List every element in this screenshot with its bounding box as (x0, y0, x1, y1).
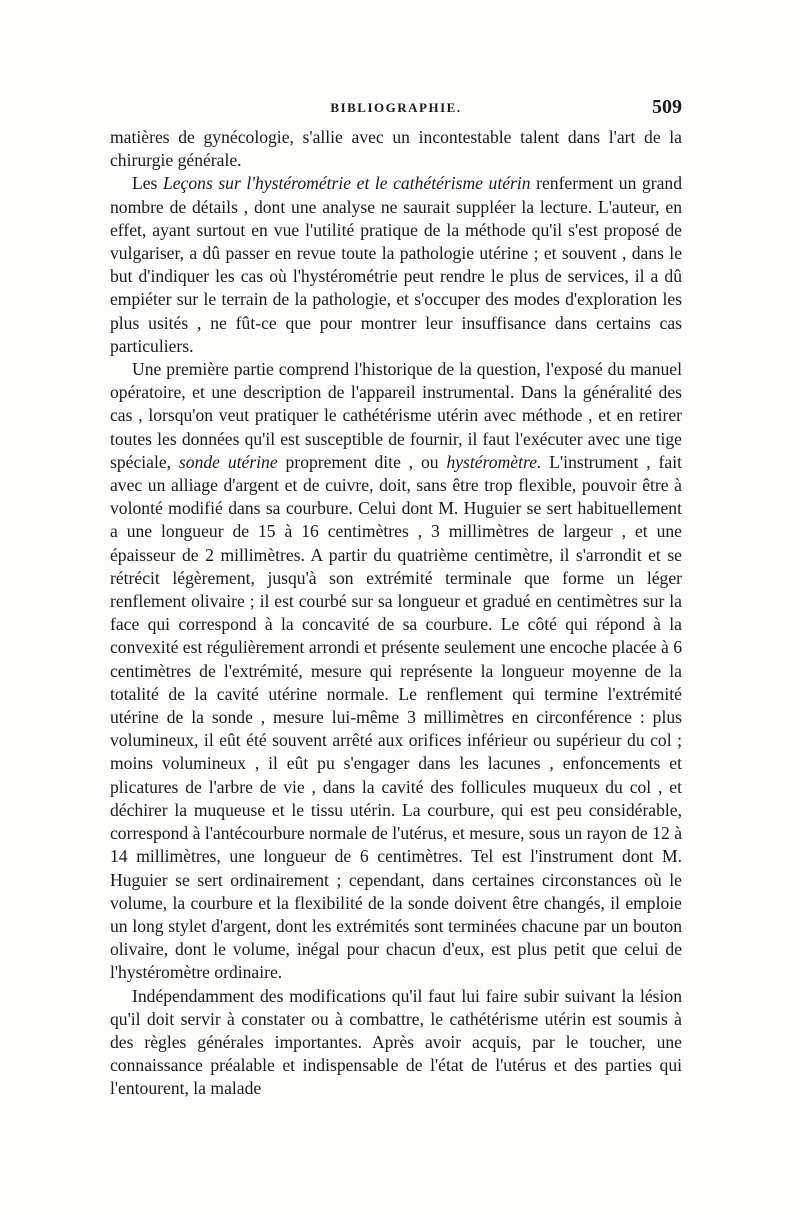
paragraph-instrument-part1: Une première partie comprend l'historique de la question, l'exposé du manuel opératoire, et une description de l'appareil instrumental. Dans la généralité des cas , lorsqu'on veut pratiquer le cathétérisme utérin avec méthode , et en retirer toutes les données qu'il est susceptible de fournir, il faut l'exécuter avec une tige spéciale, (110, 359, 682, 472)
paragraph-instrument (110, 358, 682, 984)
paragraph-lecons-body: renferment un grand nombre de détails , dont une analyse ne saurait suppléer la lecture. L'auteur, en effet, ayant surtout en vue l'utilité pratique de la méthode qu'il s'est proposé de vulgariser, a dû passer en revue toute la pathologie utérine ; et souvent , dans le but d'indiquer les cas où l'hystérométrie peut rendre le plus de services, il a dû empiéter sur le terrain de la pathologie, et s'occuper des modes d'exploration les plus usités , ne fût-ce que pour montrer leur insuffisance dans certains cas particuliers. (110, 173, 682, 356)
running-head: BIBLIOGRAPHIE. (330, 100, 462, 115)
paragraph-lecons-intro: Les (132, 173, 163, 194)
paragraph-lecons (110, 172, 682, 358)
paragraph-instrument-part3: L'instrument , fait avec un alliage d'argent et de cuivre, doit, sans être trop flexible, pouvoir être à volonté modifié dans sa courbure. Celui dont M. Huguier se sert habituellement a une longueur de 15 à 16 centimètres , 3 millimètres de largeur , et une épaisseur de 2 millimètres. A partir du quatrième centimètre, il s'arrondit et se rétrécit légèrement, jusqu'à son extrémité terminale que forme un léger renflement olivaire ; il est courbé sur sa longueur et gradué en centimètres sur la face qui correspond à la concavité de sa courbure. Le côté qui répond à la convexité est régulièrement arrondi et présente seulement une encoche placée à 6 centimètres de l'extrémité, mesure qui représente la longueur moyenne de la totalité de la cavité utérine normale. Le renflement qui termine l'extrémité utérine de la sonde , mesure lui-même 3 millimètres en circonférence : plus volumineux, il eût été souvent arrêté aux orifices inférieur ou supérieur du col ; moins volumineux , il eût pu s'engager dans les lacunes , enfoncements et plicatures de l'arbre de vie , dans la cavité des follicules muqueux du col , et déchirer la muqueuse et le tissu utérin. La courbure, qui est peu considérable, correspond à l'antécourbure normale de l'utérus, et mesure, sous un rayon de 12 à 14 millimètres, une longueur de 6 centimètres. Tel est l'instrument dont M. Huguier se sert ordinairement ; cependant, dans certaines circonstances où le volume, la courbure et la flexibilité de la sonde doivent être changés, il emploie un long stylet d'argent, dont les extrémités sont terminées chacune par un bouton olivaire, dont le volume, inégal pour chacun d'eux, est plus petit que celui de l'hystéromètre ordinaire. (110, 451, 683, 983)
paragraph-continuation: matières de gynécologie, s'allie avec un incontestable talent dans l'art de la chirurgie générale. (110, 127, 682, 171)
term-hysterometre: hystéromètre. (446, 451, 542, 472)
term-sonde-uterine: sonde utérine (178, 451, 278, 472)
paragraph-independamment: Indépendamment des modifications qu'il faut lui faire subir suivant la lésion qu'il doit servir à constater ou à combattre, le cathétérisme utérin est soumis à des règles générales importantes. Après avoir acquis, par le toucher, une connaissance préalable et indispensable de l'état de l'utérus et des parties qui l'entourent, la malade (110, 985, 682, 1099)
page-header (110, 96, 682, 122)
body-text (110, 126, 682, 1101)
page-number: 509 (652, 96, 682, 118)
paragraph-instrument-part2: proprement dite , ou (277, 451, 447, 472)
book-title-italic: Leçons sur l'hystérométrie et le cathétérisme utérin (162, 173, 531, 194)
